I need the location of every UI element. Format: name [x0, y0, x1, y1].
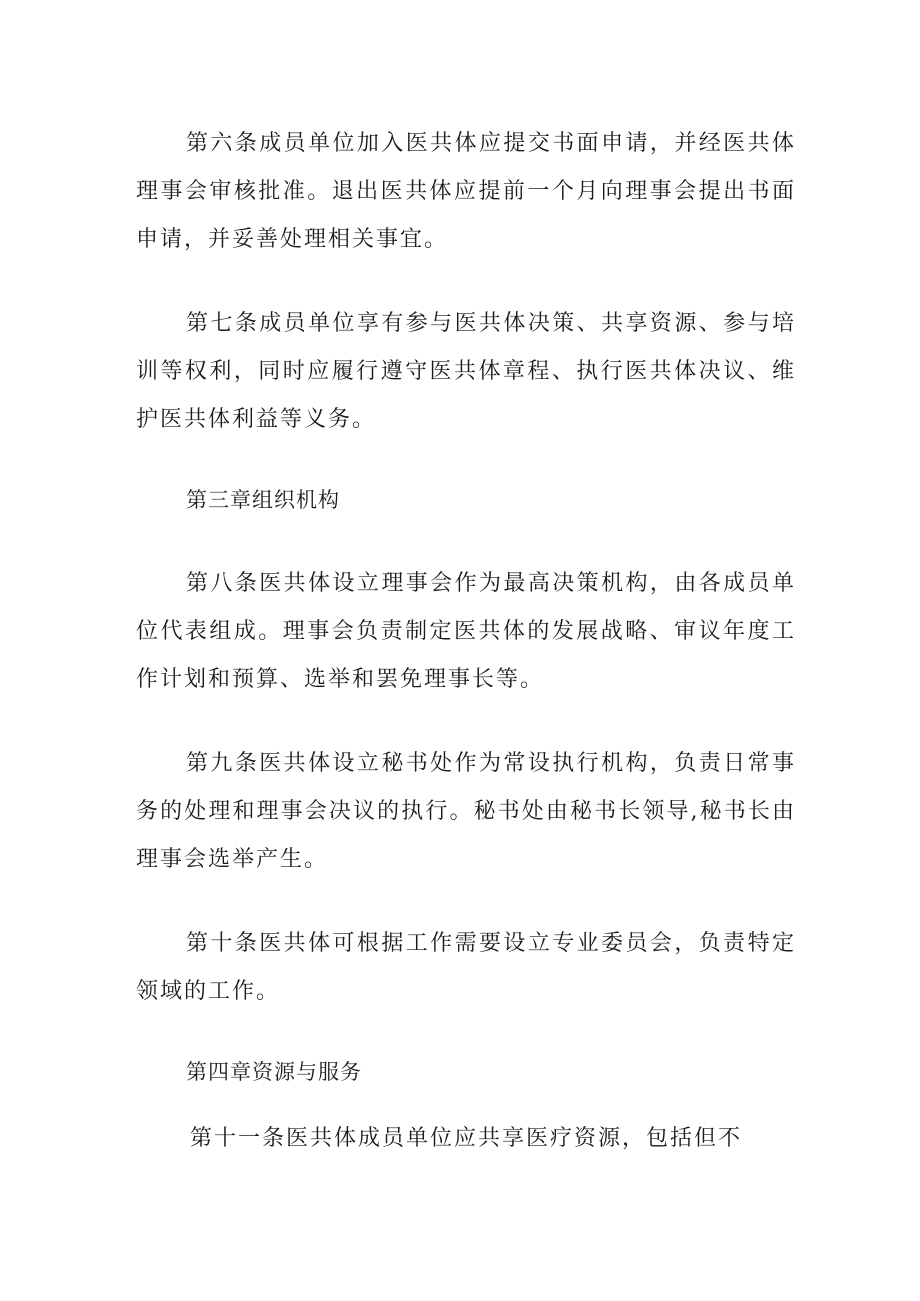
chapter-3-heading: 第三章组织机构	[186, 488, 340, 512]
article-8-paragraph: 第八条医共体设立理事会作为最高决策机构，由各成员单位代表组成。理事会负责制定医共体的发展战略、审议年度工作计划和预算、选举和罢免理事长等。	[136, 571, 796, 692]
article-7-paragraph: 第七条成员单位享有参与医共体决策、共享资源、参与培训等权利，同时应履行遵守医共体章程、执行医共体决议、维护医共体利益等义务。	[136, 311, 796, 432]
chapter-4-heading: 第四章资源与服务	[186, 1060, 362, 1084]
article-9-paragraph: 第九条医共体设立秘书处作为常设执行机构，负责日常事务的处理和理事会决议的执行。秘书处由秘书长领导,秘书长由理事会选举产生。	[136, 751, 796, 872]
article-6-paragraph: 第六条成员单位加入医共体应提交书面申请，并经医共体理事会审核批准。退出医共体应提前一个月向理事会提出书面申请，并妥善处理相关事宜。	[136, 131, 796, 252]
article-10-paragraph: 第十条医共体可根据工作需要设立专业委员会，负责特定领域的工作。	[136, 931, 796, 1004]
article-11-paragraph: 第十一条医共体成员单位应共享医疗资源，包括但不	[190, 1126, 743, 1151]
